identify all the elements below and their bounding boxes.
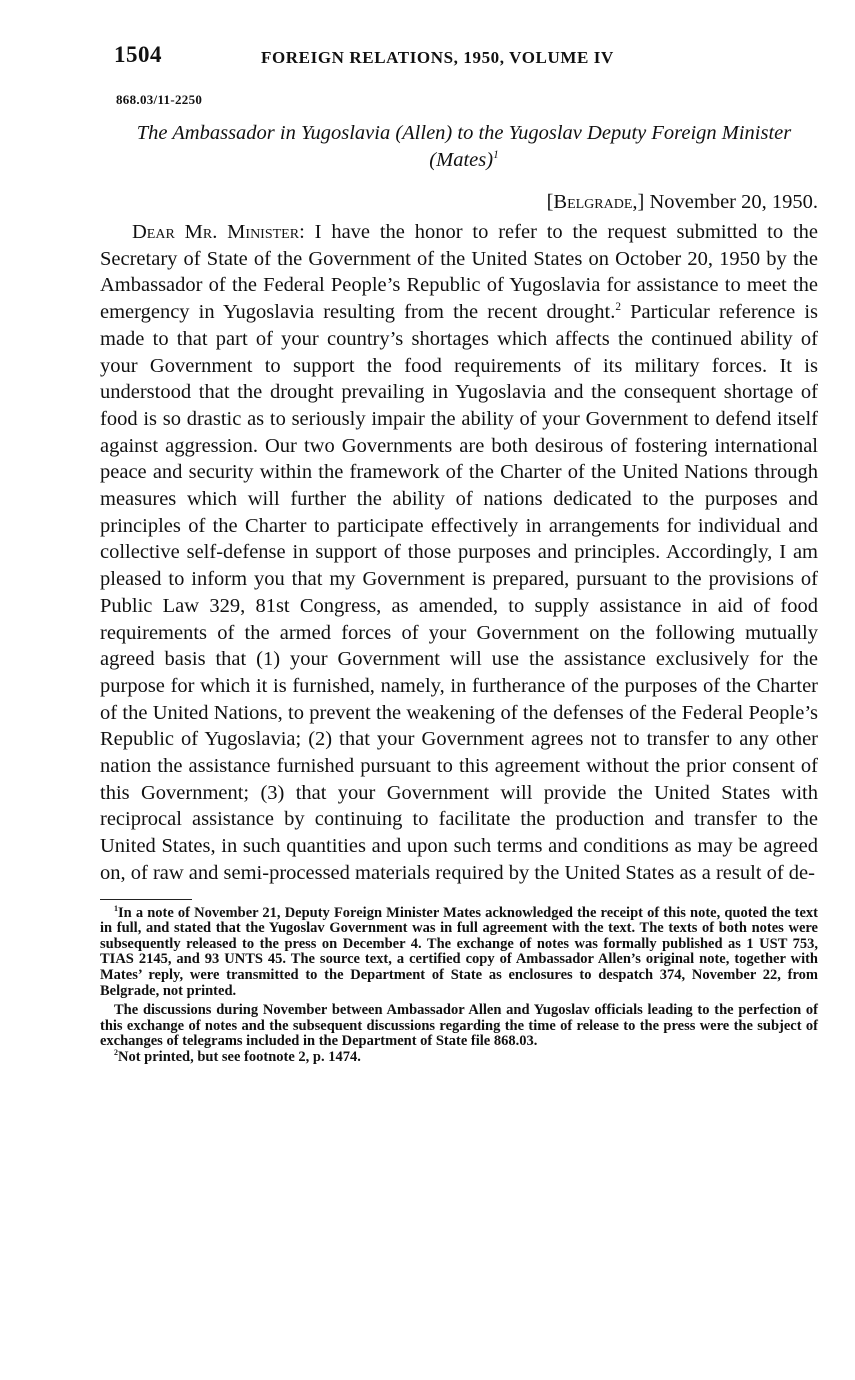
running-head: FOREIGN RELATIONS, 1950, VOLUME IV bbox=[261, 48, 614, 67]
footnote-1 bbox=[100, 903, 818, 1000]
document-page bbox=[100, 42, 818, 1066]
salutation: Dear Mr. Minister: bbox=[132, 221, 305, 243]
document-title bbox=[100, 120, 818, 174]
footnote-rule bbox=[100, 899, 192, 900]
dateline bbox=[100, 191, 818, 214]
letter-body bbox=[100, 219, 818, 887]
document-title-text: The Ambassador in Yugoslavia (Allen) to the Yugoslav Deputy Foreign Minister (Mates) bbox=[136, 122, 792, 171]
file-number: 868.03/11-2250 bbox=[116, 92, 203, 107]
footnote-2-text: Not printed, but see footnote 2, p. 1474. bbox=[117, 1048, 361, 1065]
footnote-1-text: In a note of November 21, Deputy Foreign Minister Mates acknowledged the receipt of this note, quoted the text in full, and stated that the Yugoslav Government was in full agreement with the text. The texts of both notes were subsequently released to the press on December 4. The exchange of notes was formally published as 1 UST 753, TIAS 2145, and 93 UNTS 45. The source text, a certified copy of Ambassador Allen’s original note, together with Mates’ reply, were transmitted to the Department of State as enclosures to despatch 374, November 22, from Belgrade, not printed. bbox=[100, 904, 818, 999]
dateline-place: [Belgrade,] bbox=[546, 191, 645, 213]
footnote-2-marker: 2 bbox=[114, 1048, 118, 1058]
footnote-1-continuation: The discussions during November between Ambassador Allen and Yugoslav officials leading to the perfection of this exchange of notes and the subsequent discussions regarding the time of release to the press were the subject of exchanges of telegrams included in the Department of State file 868.03. bbox=[100, 1002, 818, 1050]
title-footnote-marker: 1 bbox=[493, 149, 499, 162]
body-footnote-marker: 2 bbox=[615, 301, 622, 314]
letter-text-part-2: Particular reference is made to that part of your country’s shortages which affects the continued ability of your Government to support the food requirements of its military forces. It is understood that the drought prevailing in Yugoslavia and the consequent shortage of food is so drastic as to seriously impair the ability of your Government to defend itself against aggression. Our two Governments are both desirous of fostering international peace and security within the framework of the Charter of the United Nations through measures which will further the ability of nations dedicated to the purposes and principles of the Charter to participate effectively in arrangements for individual and collective self-defense in support of those purposes and principles. Accordingly, I am pleased to inform you that my Government is prepared, pursuant to the provisions of Public Law 329, 81st Congress, as amended, to supply assistance in aid of food requirements of the armed forces of your Government on the following mutually agreed basis that (1) your Government will use the assistance exclusively for the purpose for which it is furnished, namely, in furtherance of the purposes of the Charter of the United Nations, to prevent the weakening of the defenses of the Federal People’s Republic of Yugoslavia; (2) that your Government agrees not to transfer to any other nation the assistance furnished pursuant to this agreement without the prior consent of this Government; (3) that your Government will provide the United States with reciprocal assistance by continuing to facilitate the production and transfer to the United States, in such quantities and upon such terms and conditions as may be agreed on, of raw and semi-processed materials required by the United States as a result of de- bbox=[100, 301, 819, 884]
page-header bbox=[100, 42, 818, 76]
footnote-2 bbox=[100, 1050, 818, 1066]
page-number: 1504 bbox=[114, 42, 162, 67]
letter-text-part-1: I have the honor to refer to the request submitted to the Secretary of State of the Government of the United States on October 20, 1950 by the Ambassador of the Federal People’s Republic of Yugoslavia for assistance to meet the emergency in Yugoslavia resulting from the recent drought. bbox=[100, 221, 819, 324]
footnote-1-marker: 1 bbox=[114, 903, 118, 913]
dateline-date: November 20, 1950. bbox=[649, 191, 818, 213]
footnotes bbox=[100, 903, 818, 1066]
